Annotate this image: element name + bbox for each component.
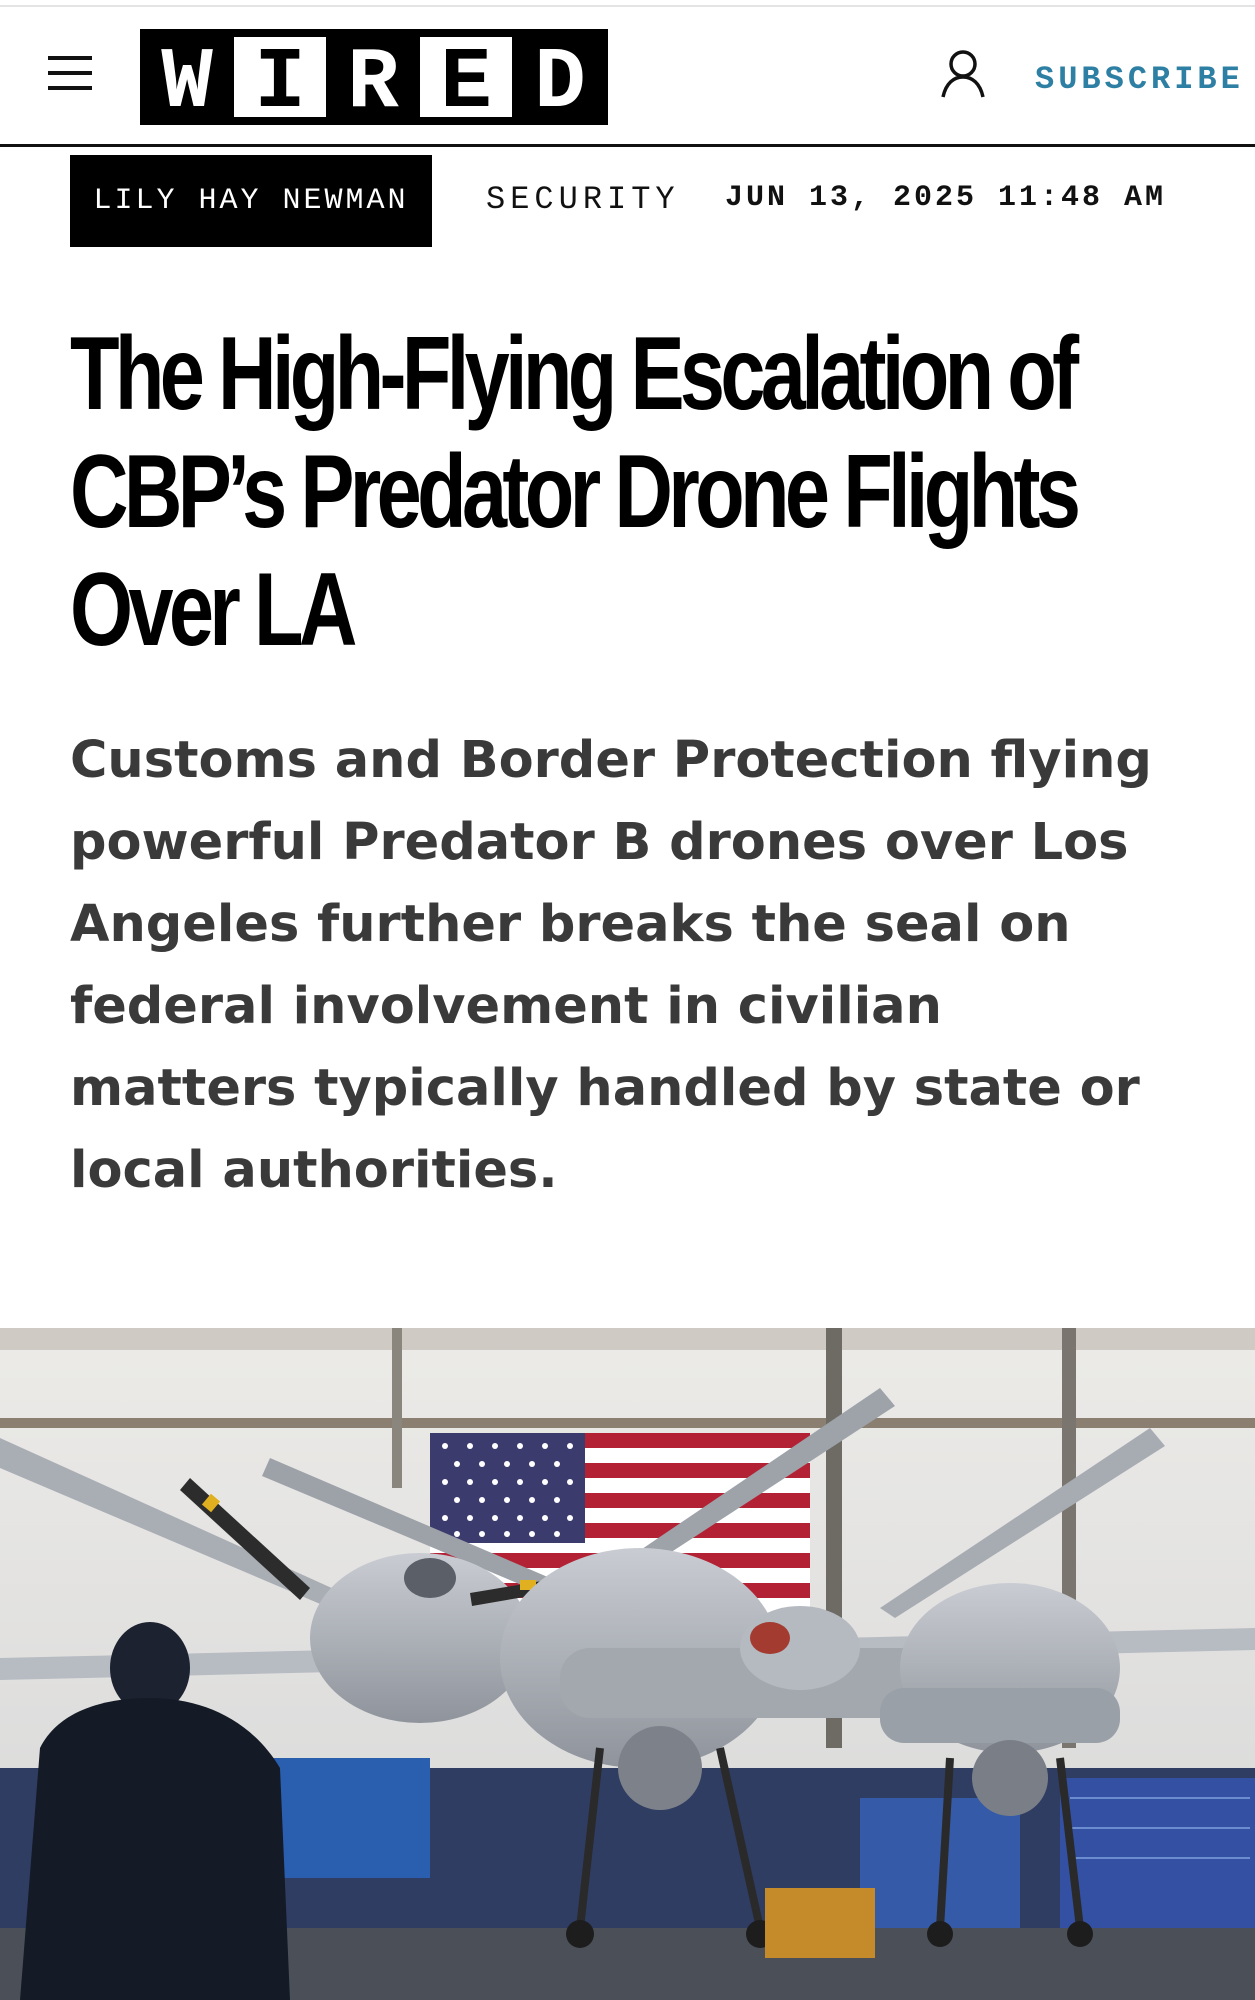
subscribe-link[interactable]: SUBSCRIBE: [1035, 61, 1244, 98]
hero-image: [0, 1328, 1255, 2000]
top-border: [0, 0, 1255, 7]
svg-text:I: I: [254, 34, 306, 125]
svg-text:R: R: [347, 34, 399, 125]
section-link[interactable]: SECURITY: [486, 181, 680, 218]
site-header: [0, 7, 1255, 147]
hamburger-menu-icon[interactable]: [48, 56, 92, 90]
article-headline: The High-Flying Escalation of CBP’s Predator Drone Flights Over LA: [70, 316, 1077, 668]
svg-text:D: D: [534, 34, 586, 125]
author-byline[interactable]: LILY HAY NEWMAN: [70, 155, 432, 247]
svg-text:W: W: [161, 34, 213, 125]
publish-date: JUN 13, 2025 11:48 AM: [725, 181, 1167, 215]
wired-logo[interactable]: [140, 29, 608, 125]
svg-text:E: E: [440, 34, 492, 125]
user-account-icon[interactable]: [940, 49, 986, 99]
article-meta: [0, 155, 1255, 247]
article-dek: Customs and Border Protection flying powerful Predator B drones over Los Angeles further breaks the seal on federal involvement in civilian matters typically handled by state or local authorities.: [70, 731, 1152, 1200]
